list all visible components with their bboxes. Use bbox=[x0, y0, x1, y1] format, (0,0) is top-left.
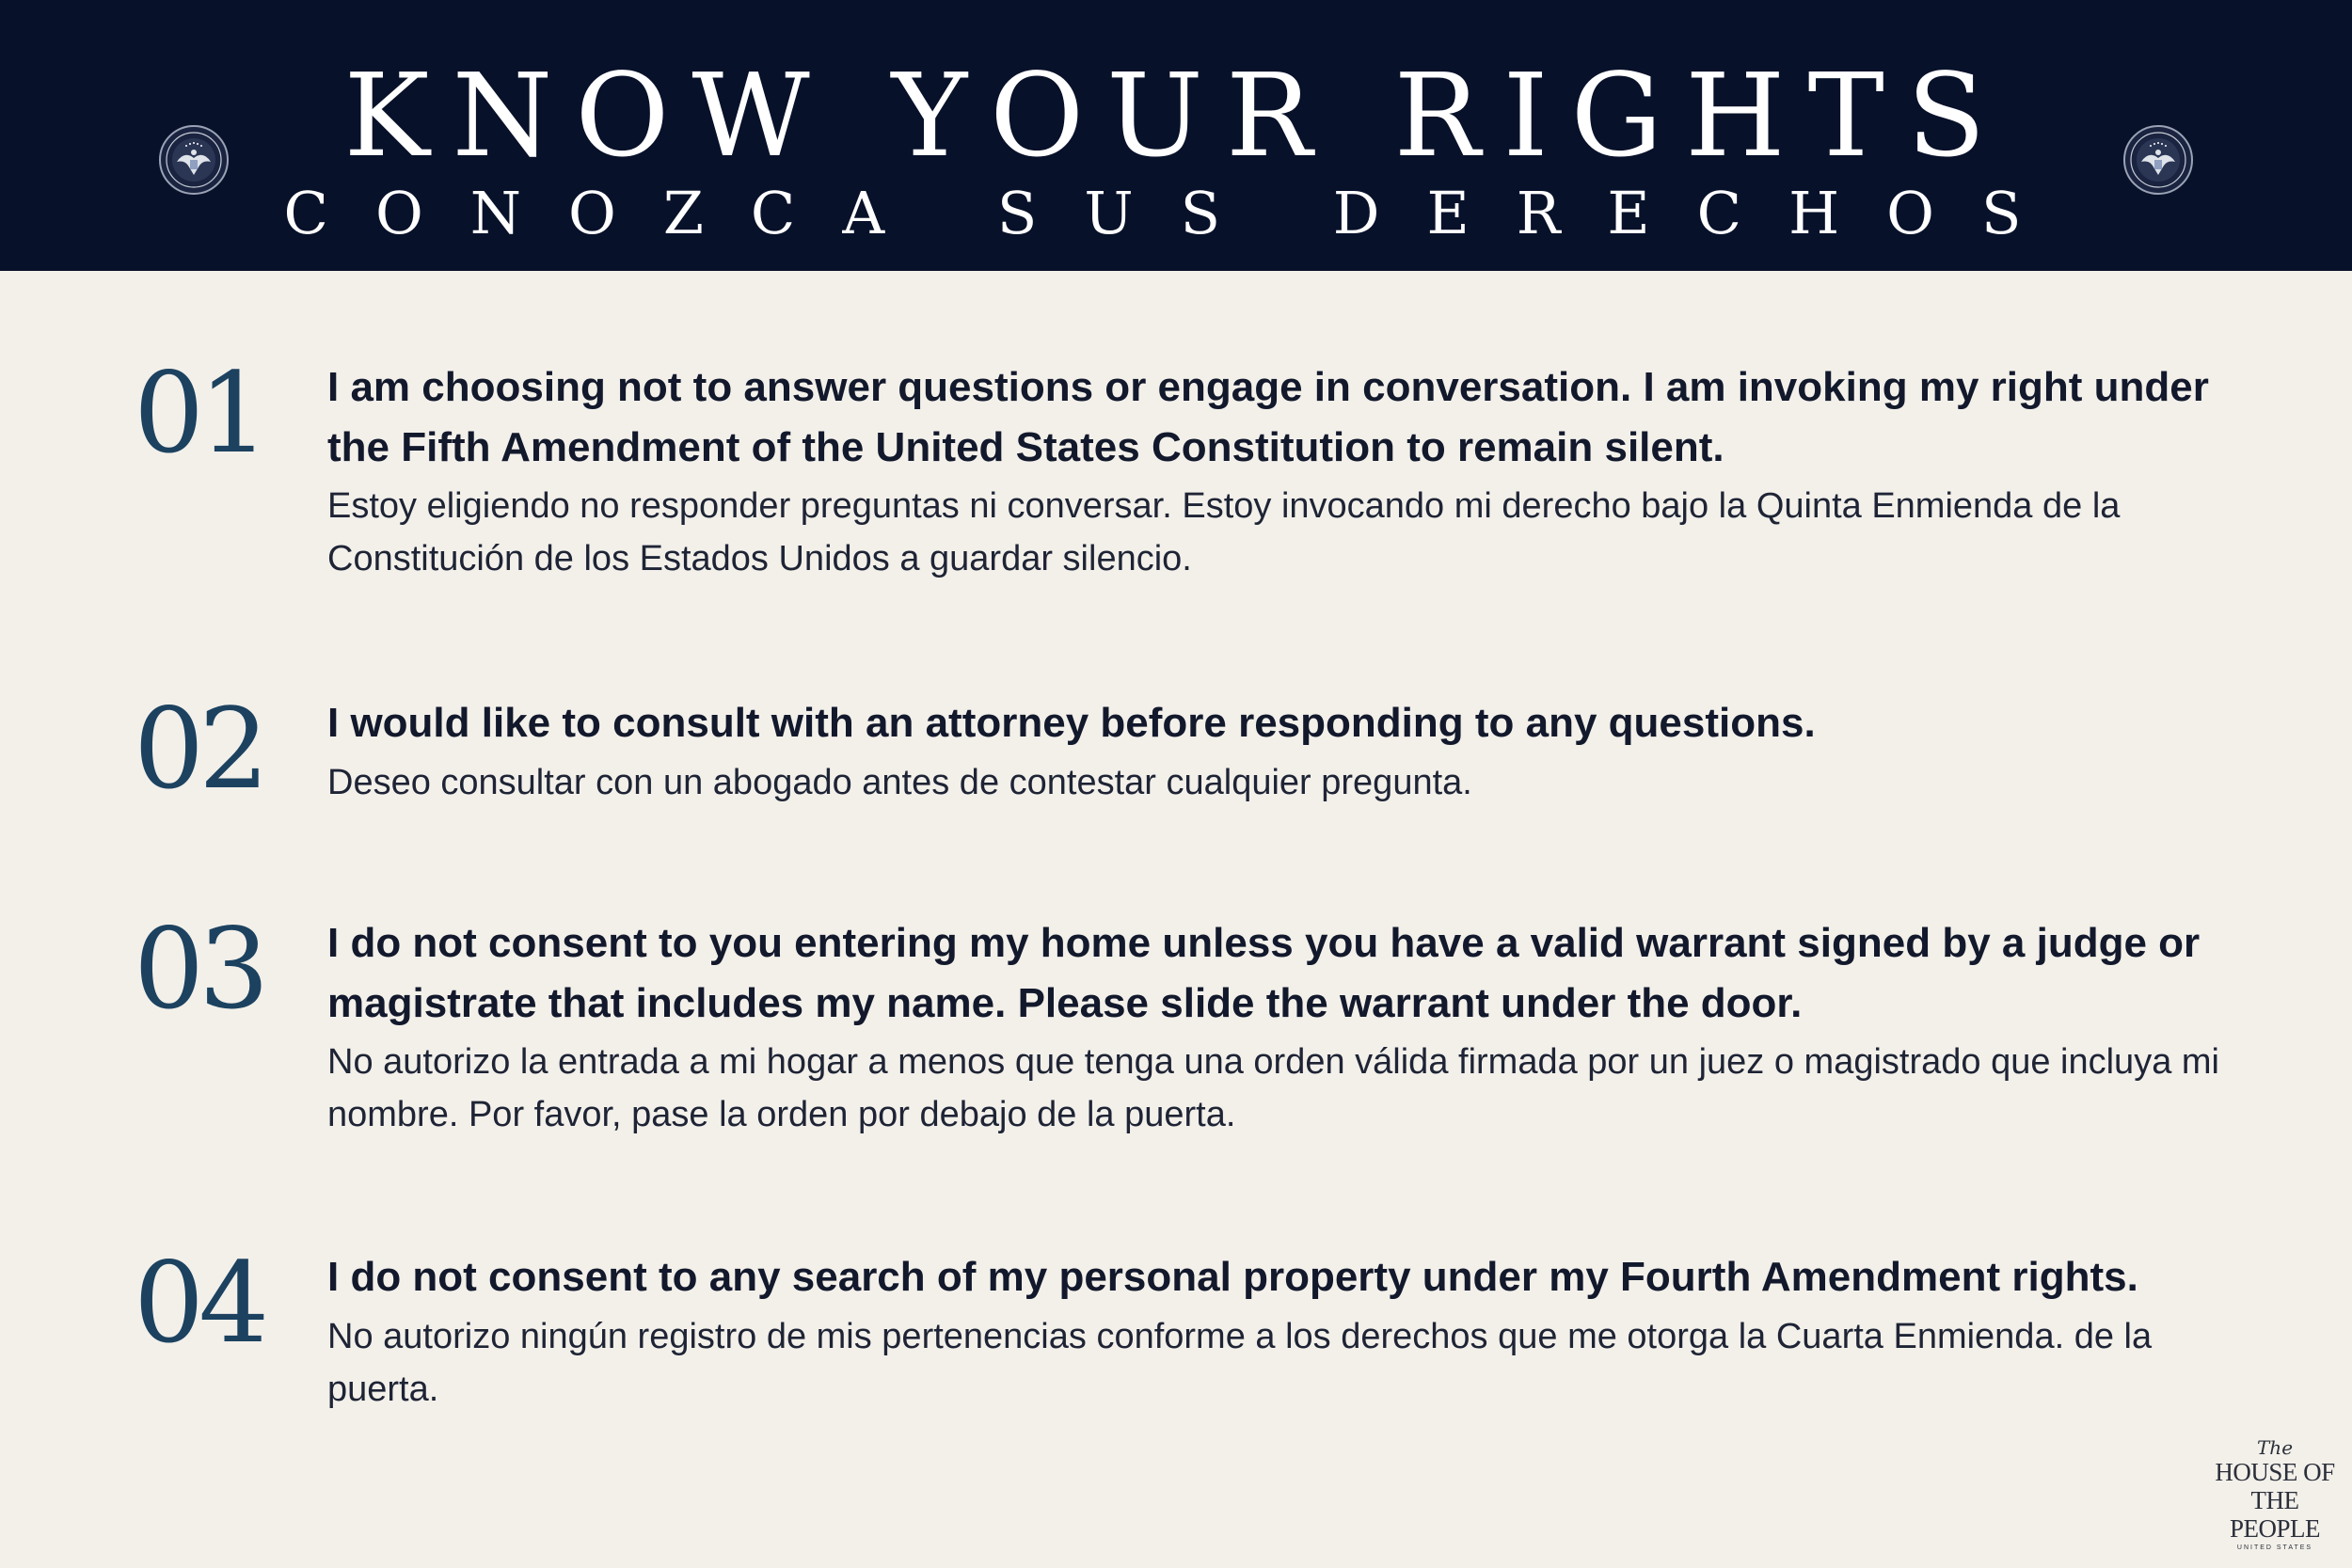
item-english-text: I would like to consult with an attorney before responding to any questions. bbox=[327, 700, 1816, 746]
item-english-text: I do not consent to any search of my personal property under my Fourth Amendment rights. bbox=[327, 1254, 2138, 1300]
item-spanish-text: No autorizo ningún registro de mis pertenencias conforme a los derechos que me otorga la Cuarta Enmienda. de la puerta. bbox=[327, 1317, 2153, 1409]
header-banner bbox=[0, 0, 2352, 271]
item-english-text: I do not consent to you entering my home unless you have a valid warrant signed by a judge or magistrate that includes my name. Please slide the warrant under the door. bbox=[327, 920, 2201, 1026]
house-of-the-people-logo bbox=[2207, 1436, 2343, 1551]
item-number: 04 bbox=[134, 1238, 264, 1368]
page-subtitle: CONOZCA SUS DERECHOS bbox=[283, 179, 2069, 247]
item-spanish-text: Estoy eligiendo no responder preguntas ni conversar. Estoy invocando mi derecho bajo la Quinta Enmienda de la Constitución de los Estados Unidos a guardar silencio. bbox=[327, 486, 2121, 578]
logo-the: The bbox=[2256, 1436, 2294, 1459]
item-number: 02 bbox=[134, 684, 264, 814]
item-spanish-text: Deseo consultar con un abogado antes de contestar cualquier pregunta. bbox=[327, 763, 1472, 802]
item-spanish-text: No autorizo la entrada a mi hogar a menos que tenga una orden válida firmada por un juez o magistrado que incluya mi nombre. Por favor, pase la orden por debajo de la puerta. bbox=[327, 1042, 2219, 1134]
logo-line-3: UNITED STATES bbox=[2236, 1544, 2313, 1551]
item-number: 01 bbox=[134, 348, 264, 478]
eagle-seal-icon bbox=[2122, 124, 2194, 196]
item-number: 03 bbox=[134, 904, 264, 1034]
page-title: KNOW YOUR RIGHTS bbox=[343, 49, 2009, 182]
item-english-text: I am choosing not to answer questions or engage in conversation. I am invoking my right under the Fifth Amendment of the United States Constitution to remain silent. bbox=[327, 364, 2209, 470]
logo-line-1: HOUSE OF bbox=[2215, 1458, 2335, 1486]
logo-line-2: THE PEOPLE bbox=[2229, 1486, 2320, 1543]
